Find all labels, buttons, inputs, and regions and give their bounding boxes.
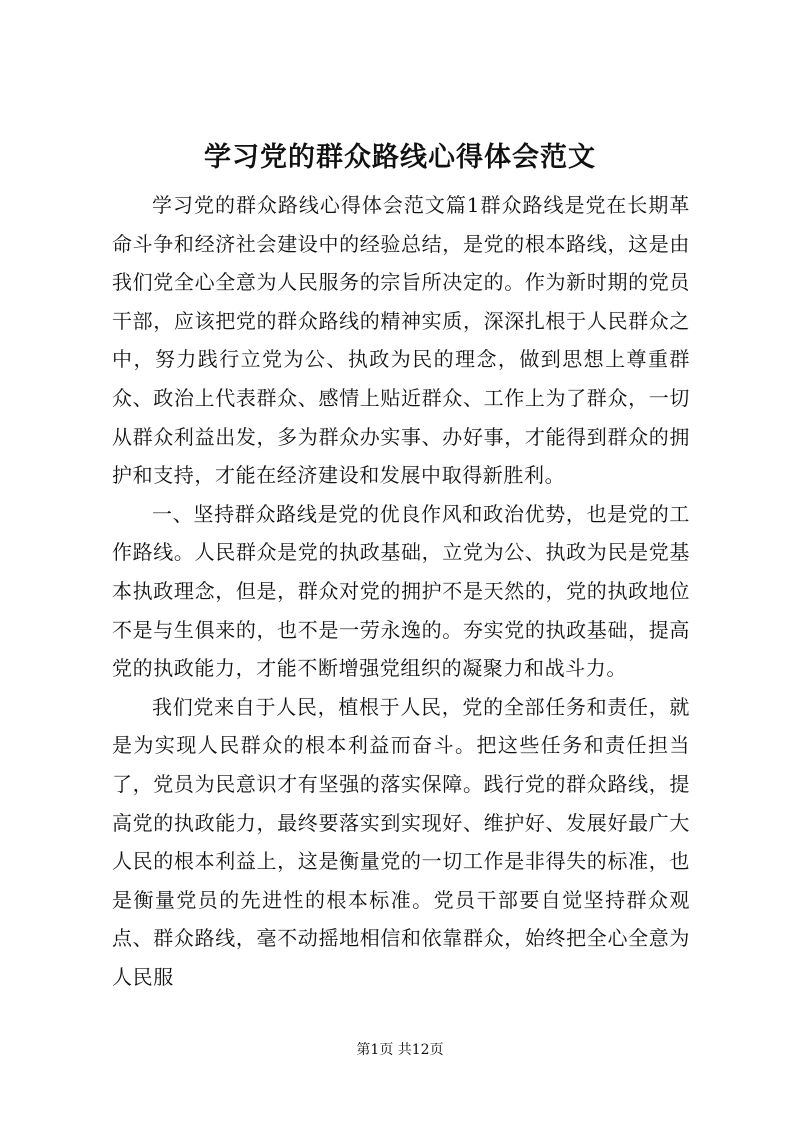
paragraph-2: 一、坚持群众路线是党的优良作风和政治优势，也是党的工作路线。人民群众是党的执政基础，立党为公、执政为民是党基本执政理念，但是，群众对党的拥护不是天然的，党的执政地位不是与生俱来的，也不是一劳永逸的。夯实党的执政基础，提高党的执政能力，才能不断增强党组织的凝聚力和战斗力。 bbox=[112, 501, 690, 681]
document-body bbox=[112, 186, 690, 996]
paragraph-1: 学习党的群众路线心得体会范文篇1群众路线是党在长期革命斗争和经济社会建设中的经验总结，是党的根本路线，这是由我们党全心全意为人民服务的宗旨所决定的。作为新时期的党员干部，应该把党的群众路线的精神实质，深深扎根于人民群众之中，努力践行立党为公、执政为民的理念，做到思想上尊重群众、政治上代表群众、感情上贴近群众、工作上为了群众，一切从群众利益出发，多为群众办实事、办好事，才能得到群众的拥护和支持，才能在经济建设和发展中取得新胜利。 bbox=[112, 193, 690, 488]
document-title: 学习党的群众路线心得体会范文 bbox=[204, 142, 596, 173]
paragraph-3: 我们党来自于人民，植根于人民，党的全部任务和责任，就是为实现人民群众的根本利益而奋斗。把这些任务和责任担当了，党员为民意识才有坚强的落实保障。践行党的群众路线，提高党的执政能力，最终要落实到实现好、维护好、发展好最广大人民的根本利益上，这是衡量党的一切工作是非得失的标准，也是衡量党员的先进性的根本标准。党员干部要自觉坚持群众观点、群众路线，毫不动摇地相信和依靠群众，始终把全心全意为人民服 bbox=[112, 694, 690, 989]
page-footer: 第1页 共12页 bbox=[356, 1042, 444, 1058]
